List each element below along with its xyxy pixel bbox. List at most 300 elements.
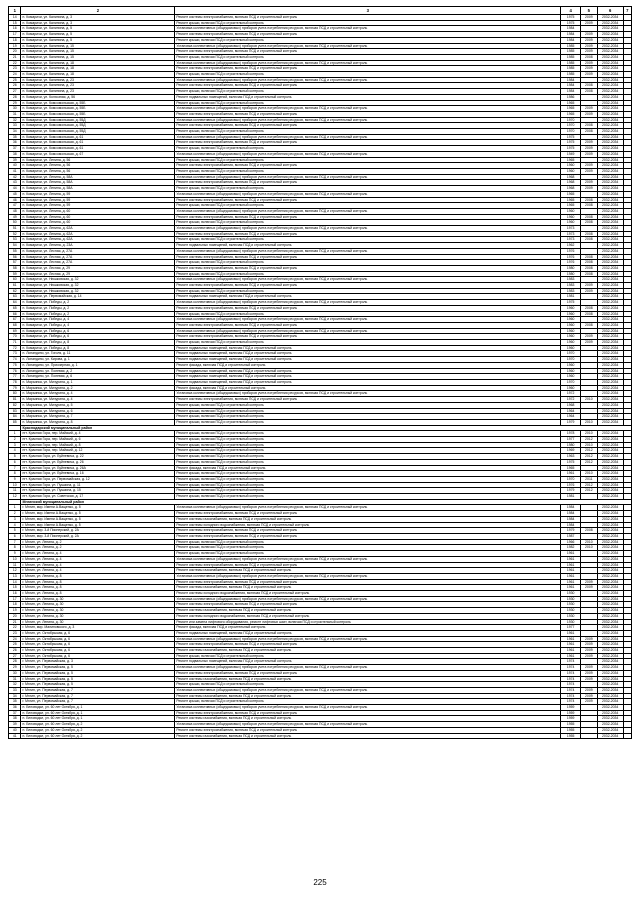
- year-built-cell: 1961: [561, 579, 581, 585]
- planned-period-cell: 2032-2034: [597, 322, 623, 328]
- address-cell: пгт. Красная Гора, ул. Первомайская, д. 12: [21, 476, 175, 482]
- work-type-cell: Ремонт системы электроснабжения, включая ПСД и строительный контроль: [175, 727, 561, 733]
- last-repair-cell: 2009: [581, 43, 598, 49]
- year-built-cell: 1974: [561, 665, 581, 671]
- last-repair-cell: 2009: [581, 111, 598, 117]
- row-number: 82: [9, 402, 21, 408]
- row-number: 25: [9, 77, 21, 83]
- year-built-cell: 1960: [561, 163, 581, 169]
- year-built-cell: 1960: [561, 311, 581, 317]
- year-built-cell: 1976: [561, 254, 581, 260]
- last-repair-cell: 2009: [581, 334, 598, 340]
- address-cell: п. Комаричи, ул. Комсомольская, д. 61: [21, 134, 175, 140]
- planned-period-cell: 2032-2034: [597, 619, 623, 625]
- planned-period-cell: 2032-2034: [597, 140, 623, 146]
- work-type-cell: Ремонт крыши, включая ПСД и строительный контроль: [175, 682, 561, 688]
- address-cell: п. Комаричи, ул. Победы, д. 6: [21, 334, 175, 340]
- year-built-cell: 1965: [561, 191, 581, 197]
- header-col-4: 4: [561, 7, 581, 15]
- work-type-cell: Ремонт системы электроснабжения, включая ПСД и строительный контроль: [175, 528, 561, 534]
- row-number: 30: [9, 106, 21, 112]
- year-built-cell: 1960: [561, 362, 581, 368]
- row-number: 5: [9, 528, 21, 534]
- row-number: 60: [9, 277, 21, 283]
- address-cell: г. Мглин, ул. Ленина, д. 4: [21, 568, 175, 574]
- address-cell: г. Мглин, ул. Первомайская, д. 5: [21, 676, 175, 682]
- planned-period-cell: 2032-2034: [597, 414, 623, 420]
- work-type-cell: Установка коллективных (общедомовых) приборов учета потребления ресурсов, включая ПСД и строительный контроль: [175, 106, 561, 112]
- last-repair-cell: 2009: [581, 72, 598, 78]
- row-number: 13: [9, 573, 21, 579]
- address-cell: п. Комаричи, ул. Комсомольская, д. 55Д: [21, 117, 175, 123]
- year-built-cell: 1969: [561, 448, 581, 454]
- header-col-7: 7: [623, 7, 631, 15]
- year-built-cell: 1955: [561, 727, 581, 733]
- work-type-cell: Ремонт подвальных помещений, включая ПСД и строительный контроль: [175, 380, 561, 386]
- work-type-cell: Ремонт крыши, включая ПСД и строительный контроль: [175, 414, 561, 420]
- planned-period-cell: 2032-2034: [597, 117, 623, 123]
- work-type-cell: Ремонт системы электроснабжения, включая ПСД и строительный контроль: [175, 642, 561, 648]
- year-built-cell: 1965: [561, 111, 581, 117]
- address-cell: п. Беловодье, ул. 60 лет Октября, д. 2: [21, 733, 175, 739]
- row-number: 81: [9, 397, 21, 403]
- work-type-cell: Ремонт системы электроснабжения, включая ПСД и строительный контроль: [175, 180, 561, 186]
- planned-period-cell: 2032-2034: [597, 123, 623, 129]
- address-cell: г. Мглин, мкр. Малиновского, д. 3: [21, 625, 175, 631]
- year-built-cell: 1973: [561, 231, 581, 237]
- year-built-cell: 1968: [561, 180, 581, 186]
- planned-period-cell: 2032-2034: [597, 43, 623, 49]
- planned-period-cell: 2032-2034: [597, 146, 623, 152]
- row-number: 68: [9, 322, 21, 328]
- planned-period-cell: 2032-2034: [597, 573, 623, 579]
- row-number: 37: [9, 146, 21, 152]
- year-built-cell: 1961: [561, 568, 581, 574]
- row-number: 44: [9, 186, 21, 192]
- address-cell: п. Марьинка, ул. Мичурина, д. 6: [21, 408, 175, 414]
- work-type-cell: Ремонт системы электроснабжения, включая ПСД и строительный контроль: [175, 322, 561, 328]
- year-built-cell: 1960: [561, 317, 581, 323]
- work-type-cell: Ремонт системы электроснабжения, включая ПСД и строительный контроль: [175, 197, 561, 203]
- address-cell: п. Комаричи, ул. Комсомольская, д. 55Д: [21, 129, 175, 135]
- year-built-cell: 1975: [561, 20, 581, 26]
- row-number: 19: [9, 608, 21, 614]
- planned-period-cell: 2032-2034: [597, 402, 623, 408]
- planned-period-cell: 2032-2034: [597, 288, 623, 294]
- last-repair-cell: 2009: [581, 693, 598, 699]
- address-cell: пгт. Красная Гора, пер. Майский, д. 12: [21, 448, 175, 454]
- address-cell: п. Комаричи, ул. Калинина, д. 18: [21, 72, 175, 78]
- last-repair-cell: 2010: [581, 431, 598, 437]
- row-number: 29: [9, 100, 21, 106]
- address-cell: п. Лопандино, ул. Приозерная, д. 1: [21, 362, 175, 368]
- row-number: 7: [9, 465, 21, 471]
- planned-period-cell: 2032-2034: [597, 602, 623, 608]
- row-number: 35: [9, 699, 21, 705]
- header-col-1: 1: [9, 7, 21, 15]
- year-built-cell: 1984: [561, 89, 581, 95]
- last-repair-cell: 2009: [581, 579, 598, 585]
- row-number: 27: [9, 89, 21, 95]
- year-built-cell: 1968: [561, 402, 581, 408]
- work-type-cell: Установка коллективных (общедомовых) приборов учета потребления ресурсов, включая ПСД и строительный контроль: [175, 26, 561, 32]
- row-number: 7: [9, 539, 21, 545]
- work-type-cell: Установка коллективных (общедомовых) приборов учета потребления ресурсов, включая ПСД и строительный контроль: [175, 687, 561, 693]
- address-cell: п. Комаричи, ул. Калинина, д. 23: [21, 89, 175, 95]
- address-cell: п. Лопандино, ул. Гоголя, д. 11: [21, 351, 175, 357]
- row-number: 23: [9, 66, 21, 72]
- year-built-cell: 1961: [561, 653, 581, 659]
- work-type-cell: Установка коллективных (общедомовых) приборов учета потребления ресурсов, включая ПСД и строительный контроль: [175, 300, 561, 306]
- planned-period-cell: 2032-2034: [597, 243, 623, 249]
- year-built-cell: 1984: [561, 83, 581, 89]
- last-repair-cell: 2008: [581, 271, 598, 277]
- row-number: 83: [9, 408, 21, 414]
- address-cell: п. Комаричи, ул. Комсомольская, д. 61: [21, 146, 175, 152]
- planned-period-cell: 2032-2034: [597, 397, 623, 403]
- planned-period-cell: 2032-2034: [597, 516, 623, 522]
- work-type-cell: Установка коллективных (общедомовых) приборов учета потребления ресурсов, включая ПСД и строительный контроль: [175, 277, 561, 283]
- work-type-cell: Ремонт системы электроснабжения, включая ПСД и строительный контроль: [175, 231, 561, 237]
- last-repair-cell: 2009: [581, 699, 598, 705]
- work-type-cell: Установка коллективных (общедомовых) приборов учета потребления ресурсов, включая ПСД и строительный контроль: [175, 174, 561, 180]
- work-type-cell: Ремонт крыши, включая ПСД и строительный контроль: [175, 448, 561, 454]
- work-type-cell: Ремонт крыши, включая ПСД и строительный контроль: [175, 100, 561, 106]
- planned-period-cell: 2032-2034: [597, 345, 623, 351]
- year-built-cell: 1964: [561, 414, 581, 420]
- address-cell: п. Комаричи, ул. Лесная, д. 27А: [21, 248, 175, 254]
- address-cell: г. Мглин, ул. Первомайская, д. 7: [21, 699, 175, 705]
- row-number: 40: [9, 727, 21, 733]
- planned-period-cell: 2032-2034: [597, 533, 623, 539]
- address-cell: г. Мглин, ул. Октябрьская, д. 6: [21, 642, 175, 648]
- row-number: 8: [9, 545, 21, 551]
- planned-period-cell: 2032-2034: [597, 100, 623, 106]
- row-number: 5: [9, 454, 21, 460]
- year-built-cell: 1980: [561, 271, 581, 277]
- planned-period-cell: 2032-2034: [597, 419, 623, 425]
- row-number: 48: [9, 208, 21, 214]
- last-repair-cell: 2009: [581, 168, 598, 174]
- row-number: 11: [9, 562, 21, 568]
- year-built-cell: 1930: [561, 608, 581, 614]
- year-built-cell: 1981: [561, 494, 581, 500]
- year-built-cell: 1977: [561, 437, 581, 443]
- year-built-cell: 1978: [561, 431, 581, 437]
- year-built-cell: 1960: [561, 368, 581, 374]
- work-type-cell: Установка коллективных (общедомовых) приборов учета потребления ресурсов, включая ПСД и строительный контроль: [175, 573, 561, 579]
- planned-period-cell: 2032-2034: [597, 476, 623, 482]
- last-repair-cell: 2009: [581, 106, 598, 112]
- planned-period-cell: 2032-2034: [597, 186, 623, 192]
- year-built-cell: 1960: [561, 322, 581, 328]
- planned-period-cell: 2032-2034: [597, 191, 623, 197]
- planned-period-cell: 2032-2034: [597, 277, 623, 283]
- address-cell: п. Комаричи, ул. Ленина, д. 59: [21, 197, 175, 203]
- row-number: 33: [9, 687, 21, 693]
- work-type-cell: Ремонт системы газоснабжения, включая ПСД и строительный контроль: [175, 585, 561, 591]
- address-cell: г. Мглин, ул. Ленина, д. 4: [21, 562, 175, 568]
- planned-period-cell: 2032-2034: [597, 653, 623, 659]
- address-cell: п. Комаричи, ул. Калинина, д. 3: [21, 20, 175, 26]
- address-cell: г. Мглин, ул. Ленина, д. 30: [21, 602, 175, 608]
- year-built-cell: 1961: [561, 551, 581, 557]
- address-cell: п. Комаричи, ул. Комсомольская, д. 61: [21, 140, 175, 146]
- planned-period-cell: 2032-2034: [597, 283, 623, 289]
- work-type-cell: Ремонт системы электроснабжения, включая ПСД и строительный контроль: [175, 254, 561, 260]
- row-number: 38: [9, 151, 21, 157]
- planned-period-cell: 2032-2034: [597, 608, 623, 614]
- work-type-cell: Ремонт системы электроснабжения, включая ПСД и строительный контроль: [175, 32, 561, 38]
- row-number: 85: [9, 419, 21, 425]
- address-cell: г. Мглин, ул. Ленина, д. 8: [21, 573, 175, 579]
- work-type-cell: Ремонт системы газоснабжения, включая ПСД и строительный контроль: [175, 693, 561, 699]
- work-type-cell: Ремонт крыши, включая ПСД и строительный контроль: [175, 129, 561, 135]
- last-repair-cell: 2009: [581, 676, 598, 682]
- year-built-cell: 1968: [561, 174, 581, 180]
- planned-period-cell: 2032-2034: [597, 328, 623, 334]
- row-number: 61: [9, 283, 21, 289]
- work-type-cell: Ремонт системы электроснабжения, включая ПСД и строительный контроль: [175, 579, 561, 585]
- planned-period-cell: 2032-2034: [597, 54, 623, 60]
- work-type-cell: Ремонт системы газоснабжения, включая ПСД и строительный контроль: [175, 733, 561, 739]
- address-cell: п. Комаричи, ул. Победы, д. 6: [21, 328, 175, 334]
- row-number: 26: [9, 648, 21, 654]
- planned-period-cell: 2032-2034: [597, 208, 623, 214]
- row-number: 54: [9, 243, 21, 249]
- row-number: 37: [9, 710, 21, 716]
- year-built-cell: 1960: [561, 340, 581, 346]
- year-built-cell: 1974: [561, 676, 581, 682]
- row-number: 80: [9, 391, 21, 397]
- work-type-cell: Ремонт крыши, включая ПСД и строительный контроль: [175, 168, 561, 174]
- row-number: 74: [9, 357, 21, 363]
- year-built-cell: 1960: [561, 328, 581, 334]
- address-cell: п. Комаричи, ул. Ленина, д. 62А: [21, 226, 175, 232]
- year-built-cell: 1983: [561, 277, 581, 283]
- address-cell: п. Комаричи, ул. Победы, д. 2: [21, 311, 175, 317]
- planned-period-cell: 2032-2034: [597, 642, 623, 648]
- section-title: Краснодарский муниципальный район: [21, 425, 632, 431]
- planned-period-cell: 2032-2034: [597, 271, 623, 277]
- address-cell: п. Комаричи, ул. Лесная, д. 27А: [21, 260, 175, 266]
- last-repair-cell: 2009: [581, 648, 598, 654]
- work-type-cell: Ремонт крыши, включая ПСД и строительный контроль: [175, 72, 561, 78]
- address-cell: г. Мглин, ул. Октябрьская, д. 6: [21, 636, 175, 642]
- work-type-cell: Ремонт крыши, включая ПСД и строительный контроль: [175, 539, 561, 545]
- year-built-cell: 1977: [561, 625, 581, 631]
- last-repair-cell: 2010: [581, 397, 598, 403]
- address-cell: п. Марьинка, ул. Мичурина, д. 8: [21, 419, 175, 425]
- work-type-cell: Ремонт системы электроснабжения, включая ПСД и строительный контроль: [175, 283, 561, 289]
- planned-period-cell: 2032-2034: [597, 733, 623, 739]
- address-cell: г. Мглин, ул. Ленина, д. 30: [21, 619, 175, 625]
- work-type-cell: Ремонт крыши, включая ПСД и строительный контроль: [175, 146, 561, 152]
- last-repair-cell: 2008: [581, 231, 598, 237]
- year-built-cell: 1961: [561, 562, 581, 568]
- year-built-cell: 1960: [561, 208, 581, 214]
- work-type-cell: Ремонт крыши, включая ПСД и строительный контроль: [175, 431, 561, 437]
- address-cell: г. Мглин, мкр. Имени А.Ващенко, д. 5: [21, 505, 175, 511]
- work-type-cell: Ремонт подвальных помещений, включая ПСД и строительный контроль: [175, 345, 561, 351]
- last-repair-cell: 2012: [581, 448, 598, 454]
- row-number: 8: [9, 471, 21, 477]
- address-cell: п. Комаричи, ул. Ленина, д. 58А: [21, 174, 175, 180]
- address-cell: п. Марьинка, ул. Мичурина, д. 7: [21, 414, 175, 420]
- address-cell: п. Комаричи, ул. Ленина, д. 60: [21, 214, 175, 220]
- planned-period-cell: 2032-2034: [597, 551, 623, 557]
- address-cell: г. Мглин, ул. Первомайская, д. 5: [21, 665, 175, 671]
- year-built-cell: 1961: [561, 471, 581, 477]
- work-type-cell: Установка коллективных (общедомовых) приборов учета потребления ресурсов, включая ПСД и строительный контроль: [175, 391, 561, 397]
- planned-period-cell: 2032-2034: [597, 26, 623, 32]
- address-cell: п. Комаричи, ул. Победы, д. 8: [21, 345, 175, 351]
- year-built-cell: 1930: [561, 602, 581, 608]
- planned-period-cell: 2032-2034: [597, 254, 623, 260]
- work-type-cell: Ремонт крыши, включая ПСД и строительный контроль: [175, 89, 561, 95]
- work-type-cell: Ремонт системы газоснабжения, включая ПСД и строительный контроль: [175, 568, 561, 574]
- work-type-cell: Ремонт системы электроснабжения, включая ПСД и строительный контроль: [175, 602, 561, 608]
- work-type-cell: Ремонт крыши, включая ПСД и строительный контроль: [175, 476, 561, 482]
- last-repair-cell: 2009: [581, 66, 598, 72]
- last-repair-cell: 2010: [581, 442, 598, 448]
- last-repair-cell: 2009: [581, 670, 598, 676]
- planned-period-cell: 2032-2034: [597, 471, 623, 477]
- planned-period-cell: 2032-2034: [597, 294, 623, 300]
- row-number: 47: [9, 203, 21, 209]
- work-type-cell: Ремонт или замена лифтового оборудования, ремонт лифтовых шахт, включая ПСД и строительный контроль: [175, 619, 561, 625]
- year-built-cell: 1970: [561, 476, 581, 482]
- address-cell: п. Комаричи, ул. Нюшковская, д. 32: [21, 288, 175, 294]
- row-number: 38: [9, 716, 21, 722]
- address-cell: г. Мглин, ул. Первомайская, д. 7: [21, 687, 175, 693]
- work-type-cell: Установка коллективных (общедомовых) приборов учета потребления ресурсов, включая ПСД и строительный контроль: [175, 596, 561, 602]
- planned-period-cell: 2032-2034: [597, 454, 623, 460]
- row-number: 50: [9, 220, 21, 226]
- work-type-cell: Ремонт системы электроснабжения, включая ПСД и строительный контроль: [175, 123, 561, 129]
- row-number: 55: [9, 248, 21, 254]
- year-built-cell: 1974: [561, 699, 581, 705]
- planned-period-cell: 2032-2034: [597, 237, 623, 243]
- work-type-cell: Ремонт подвальных помещений, включая ПСД и строительный контроль: [175, 630, 561, 636]
- planned-period-cell: 2032-2034: [597, 37, 623, 43]
- work-type-cell: Ремонт системы газоснабжения, включая ПСД и строительный контроль: [175, 648, 561, 654]
- address-cell: пгт. Красная Гора, пер. Майский, д. 8: [21, 442, 175, 448]
- row-number: 33: [9, 123, 21, 129]
- last-repair-cell: 2011: [581, 476, 598, 482]
- work-type-cell: Установка коллективных (общедомовых) приборов учета потребления ресурсов, включая ПСД и строительный контроль: [175, 208, 561, 214]
- work-type-cell: Ремонт крыши, включая ПСД и строительный контроль: [175, 408, 561, 414]
- address-cell: г. Мглин, ул. Ленина, д. 30: [21, 608, 175, 614]
- planned-period-cell: 2032-2034: [597, 687, 623, 693]
- planned-period-cell: 2032-2034: [597, 659, 623, 665]
- planned-period-cell: 2032-2034: [597, 562, 623, 568]
- address-cell: п. Комаричи, ул. Ленина, д. 62А: [21, 231, 175, 237]
- year-built-cell: 1973: [561, 237, 581, 243]
- year-built-cell: 1961: [561, 642, 581, 648]
- last-repair-cell: 2012: [581, 482, 598, 488]
- planned-period-cell: 2032-2034: [597, 66, 623, 72]
- header-col-3: 3: [175, 7, 561, 15]
- row-number: 24: [9, 72, 21, 78]
- table-header-row: [9, 7, 632, 15]
- planned-period-cell: 2032-2034: [597, 368, 623, 374]
- address-cell: п. Комаричи, ул. Победы, д. 4: [21, 322, 175, 328]
- year-built-cell: 1974: [561, 659, 581, 665]
- planned-period-cell: 2032-2034: [597, 699, 623, 705]
- work-type-cell: Ремонт крыши, включая ПСД и строительный контроль: [175, 37, 561, 43]
- row-number: 64: [9, 300, 21, 306]
- work-type-cell: Ремонт системы электроснабжения, включая ПСД и строительный контроль: [175, 710, 561, 716]
- year-built-cell: 1961: [561, 573, 581, 579]
- address-cell: п. Комаричи, ул. Калинина, д. 5: [21, 37, 175, 43]
- work-type-cell: Ремонт крыши, включая ПСД и строительный контроль: [175, 260, 561, 266]
- row-number: 71: [9, 340, 21, 346]
- year-built-cell: 1961: [561, 556, 581, 562]
- last-repair-cell: 2009: [581, 288, 598, 294]
- year-built-cell: 1975: [561, 134, 581, 140]
- last-repair-cell: [581, 733, 598, 739]
- year-built-cell: 1984: [561, 516, 581, 522]
- row-number: 34: [9, 693, 21, 699]
- planned-period-cell: 2032-2034: [597, 311, 623, 317]
- last-repair-cell: 2009: [581, 665, 598, 671]
- work-type-cell: Установка коллективных (общедомовых) приборов учета потребления ресурсов, включая ПСД и строительный контроль: [175, 248, 561, 254]
- last-repair-cell: 2008: [581, 528, 598, 534]
- address-cell: п. Комаричи, ул. Ленина, д. 23А: [21, 243, 175, 249]
- row-number: 2: [9, 511, 21, 517]
- address-cell: г. Мглин, мкр. Имени А.Ващенко, д. 5: [21, 516, 175, 522]
- planned-period-cell: 2032-2034: [597, 408, 623, 414]
- planned-period-cell: 2032-2034: [597, 111, 623, 117]
- last-repair-cell: 2008: [581, 203, 598, 209]
- last-repair-cell: 2009: [581, 687, 598, 693]
- address-cell: п. Комаричи, ул. Комсомольская, д. 55Б: [21, 106, 175, 112]
- last-repair-cell: 2012: [581, 437, 598, 443]
- planned-period-cell: 2032-2034: [597, 494, 623, 500]
- planned-period-cell: 2032-2034: [597, 106, 623, 112]
- work-type-cell: Установка коллективных (общедомовых) приборов учета потребления ресурсов, включая ПСД и строительный контроль: [175, 77, 561, 83]
- year-built-cell: 1949: [561, 151, 581, 157]
- address-cell: г. Мглин, ул. Октябрьская, д. 6: [21, 630, 175, 636]
- planned-period-cell: 2032-2034: [597, 351, 623, 357]
- planned-period-cell: 2032-2034: [597, 168, 623, 174]
- address-cell: г. Мглин, ул. Первомайская, д. 5: [21, 670, 175, 676]
- document-page: [8, 6, 632, 739]
- planned-period-cell: 2032-2034: [597, 505, 623, 511]
- planned-period-cell: 2032-2034: [597, 539, 623, 545]
- year-built-cell: 1960: [561, 345, 581, 351]
- work-type-cell: Ремонт системы электроснабжения, включая ПСД и строительный контроль: [175, 111, 561, 117]
- planned-period-cell: 2032-2034: [597, 129, 623, 135]
- year-built-cell: 1960: [561, 214, 581, 220]
- work-type-cell: Ремонт системы электроснабжения, включая ПСД и строительный контроль: [175, 305, 561, 311]
- row-number: 11: [9, 488, 21, 494]
- row-number: 3: [9, 442, 21, 448]
- planned-period-cell: 2032-2034: [597, 260, 623, 266]
- planned-period-cell: 2032-2034: [597, 362, 623, 368]
- address-cell: п. Беловодье, ул. 60 лет Октября, д. 1: [21, 705, 175, 711]
- address-cell: п. Марьинка, ул. Мичурина, д. 4: [21, 397, 175, 403]
- planned-period-cell: 2032-2034: [597, 305, 623, 311]
- year-built-cell: 1973: [561, 226, 581, 232]
- planned-period-cell: 2032-2034: [597, 197, 623, 203]
- row-number: 66: [9, 311, 21, 317]
- work-type-cell: Установка коллективных (общедомовых) приборов учета потребления ресурсов, включая ПСД и строительный контроль: [175, 505, 561, 511]
- planned-period-cell: 2032-2034: [597, 556, 623, 562]
- row-number: 52: [9, 231, 21, 237]
- address-cell: п. Комаричи, ул. Ленина, д. 59: [21, 203, 175, 209]
